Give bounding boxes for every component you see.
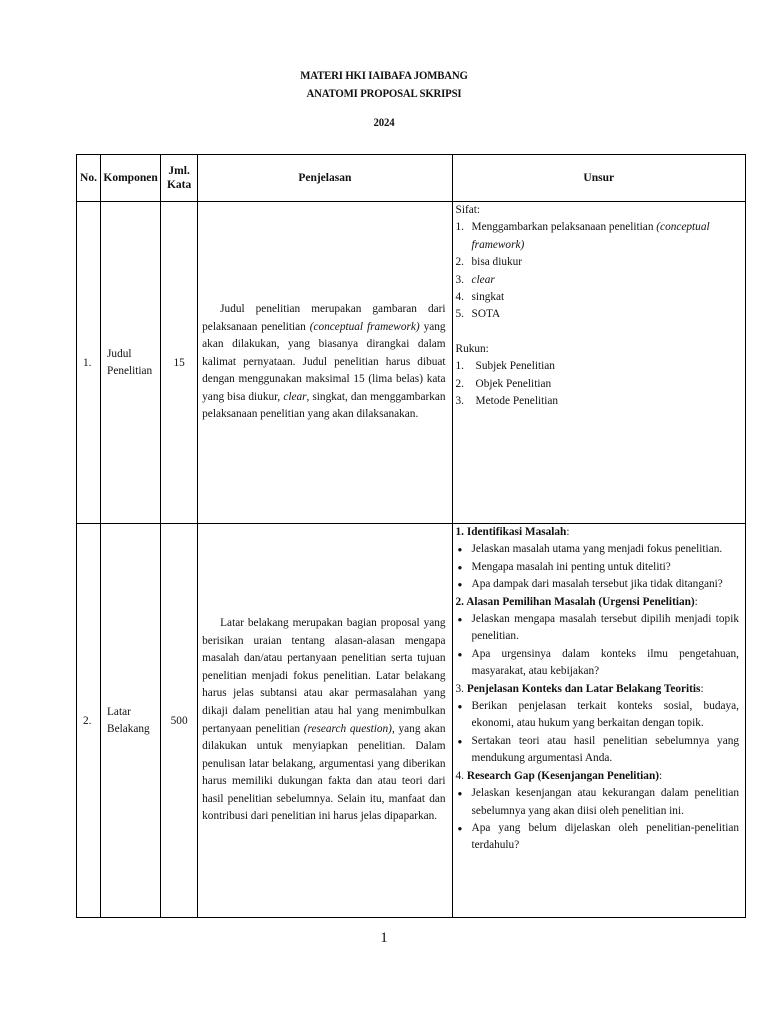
- bullet-icon: ●: [457, 736, 463, 746]
- section-suffix: :: [566, 526, 570, 538]
- list-item: [456, 785, 739, 820]
- bullet-icon: ●: [457, 562, 463, 572]
- item-number: 3.: [455, 395, 465, 408]
- item-term: (conceptual framework): [471, 221, 710, 251]
- row-unsur: [452, 524, 745, 918]
- list-item: [456, 376, 739, 393]
- unsur-section-heading: [456, 524, 739, 541]
- item-number: 2.: [455, 377, 465, 390]
- header-jml-line1: Jml.: [168, 165, 190, 177]
- section-title: Identifikasi Masalah: [466, 526, 567, 538]
- section-number: 4.: [455, 769, 465, 782]
- header-komponen: Komponen: [101, 155, 161, 202]
- list-item: [456, 646, 739, 681]
- penjelasan-term: (conceptual framework): [309, 320, 420, 333]
- rukun-list: [456, 358, 739, 410]
- list-item: [456, 541, 739, 558]
- bullet-icon: ●: [457, 615, 463, 625]
- item-text: Apa yang belum dijelaskan oleh penelitian-penelitian terdahulu?: [471, 821, 739, 852]
- row-number: 2.: [77, 524, 101, 918]
- item-text: Subjek Penelitian: [475, 360, 555, 373]
- list-item: [456, 289, 739, 306]
- bullet-icon: ●: [457, 789, 463, 799]
- item-number: 3.: [455, 273, 465, 286]
- item-text: Menggambarkan pelaksanaan penelitian: [471, 221, 657, 234]
- list-item: [456, 698, 739, 733]
- item-text: Sertakan teori atau hasil penelitian sebelumnya yang mendukung argumentasi Anda.: [471, 734, 739, 765]
- item-text: Berikan penjelasan terkait konteks sosial, budaya, ekonomi, atau hukum yang berkaitan dengan topik.: [471, 700, 739, 730]
- section-title: Penjelasan Konteks dan Latar Belakang Teoritis: [466, 682, 701, 695]
- list-item: [456, 219, 739, 254]
- section-suffix: :: [694, 595, 698, 608]
- rukun-label: Rukun:: [455, 342, 489, 355]
- item-text: Metode Penelitian: [475, 395, 559, 408]
- item-text: singkat: [471, 291, 505, 304]
- bullet-icon: ●: [457, 823, 463, 833]
- section-title: Alasan Pemilihan Masalah (Urgensi Penelitian): [466, 595, 695, 608]
- table-row: [77, 202, 746, 524]
- item-text: Jelaskan mengapa masalah tersebut dipilih menjadi topik penelitian.: [471, 613, 739, 643]
- item-term: clear: [471, 273, 495, 286]
- row-jml-kata: 15: [161, 202, 198, 524]
- list-item: [456, 576, 739, 593]
- item-number: 1.: [455, 360, 465, 373]
- item-text: bisa diukur: [471, 256, 523, 269]
- penjelasan-term: (research question): [303, 722, 392, 735]
- spacer: [456, 324, 739, 341]
- item-text: SOTA: [471, 308, 501, 321]
- bullet-list: [456, 541, 739, 593]
- list-item: [456, 393, 739, 410]
- anatomy-table: [76, 154, 746, 918]
- komponen-line2: Penelitian: [107, 364, 153, 377]
- item-text: Apa dampak dari masalah tersebut jika tidak ditangani?: [471, 578, 723, 591]
- row-jml-kata: 500: [161, 524, 198, 918]
- unsur-section-heading: [456, 681, 739, 698]
- item-number: 5.: [455, 308, 465, 321]
- penjelasan-paragraph: [202, 615, 445, 826]
- bullet-icon: ●: [457, 545, 463, 555]
- doc-title-line1: MATERI HKI IAIBAFA JOMBANG: [300, 68, 468, 82]
- header-no: No.: [77, 155, 101, 202]
- doc-title-line2: ANATOMI PROPOSAL SKRIPSI: [306, 86, 462, 100]
- penjelasan-text: Latar belakang merupakan bagian proposal yang berisikan uraian tentang alasan-alasan mengapa masalah dan/atau pertanyaan penelitian serta tujuan penelitian menjadi fokus penelitian. Latar belakang harus jelas subtansi atau akar permasalahan yang dikaji dalam penelitian atau hal yang menimbulkan pertanyaan penelitian: [202, 616, 446, 735]
- list-item: [456, 820, 739, 855]
- item-text: Jelaskan kesenjangan atau kekurangan dalam penelitian sebelumnya yang akan diisi oleh penelitian ini.: [471, 787, 739, 817]
- table-header-row: [77, 155, 746, 202]
- unsur-section-heading: [456, 594, 739, 611]
- list-item: [456, 358, 739, 375]
- unsur-section-heading: [456, 768, 739, 785]
- komponen-line2: Belakang: [107, 722, 150, 735]
- list-item: [456, 254, 739, 271]
- header-jml-line2: Kata: [166, 179, 192, 191]
- komponen-line1: Latar: [107, 705, 131, 718]
- list-item: [456, 559, 739, 576]
- item-number: 2.: [455, 256, 465, 269]
- bullet-icon: ●: [457, 580, 463, 590]
- penjelasan-text: , yang akan dilakukan untuk menyiapkan penelitian. Dalam penulisan latar belakang, argumentasi yang diberikan harus memiliki dukungan fakta dan atau teori dari hasil penelitian sebelumnya. Selain itu, manfaat dan kontribusi dari penelitian ini harus jelas dipaparkan.: [202, 722, 446, 823]
- penjelasan-text: yang akan dilakukan, yang biasanya dirangkai dalam kalimat pernyataan. Judul penelitian harus dibuat dengan menggunakan maksimal 15 (lima belas) kata yang bisa diukur,: [202, 320, 446, 403]
- item-text: Objek Penelitian: [475, 377, 552, 390]
- row-number: 1.: [77, 202, 101, 524]
- section-number: 3.: [455, 682, 465, 695]
- table-row: [77, 524, 746, 918]
- row-penjelasan: [198, 524, 452, 918]
- list-item: [456, 611, 739, 646]
- row-penjelasan: [198, 202, 452, 524]
- item-number: 1.: [455, 221, 465, 234]
- penjelasan-text: , singkat, dan menggambarkan pelaksanaan penelitian yang akan dilaksanakan.: [202, 390, 446, 421]
- bullet-list: [456, 698, 739, 768]
- bullet-list: [456, 785, 739, 855]
- item-text: Jelaskan masalah utama yang menjadi fokus penelitian.: [471, 543, 723, 556]
- item-text: Mengapa masalah ini penting untuk diteliti?: [471, 560, 671, 573]
- row-komponen: [101, 524, 161, 918]
- bullet-icon: ●: [457, 649, 463, 659]
- header-penjelasan: Penjelasan: [198, 155, 452, 202]
- row-unsur: [452, 202, 745, 524]
- section-title: Research Gap (Kesenjangan Penelitian): [466, 769, 659, 782]
- section-number: 1.: [455, 526, 465, 538]
- sifat-list: [456, 219, 739, 323]
- doc-title-year: 2024: [373, 115, 395, 129]
- list-item: [456, 733, 739, 768]
- list-item: [456, 272, 739, 289]
- bullet-icon: ●: [457, 702, 463, 712]
- list-item: [456, 306, 739, 323]
- item-number: 4.: [455, 291, 465, 304]
- section-number: 2.: [455, 595, 465, 608]
- page-number: 1: [380, 930, 388, 946]
- header-jml-kata: [161, 155, 198, 202]
- bullet-list: [456, 611, 739, 681]
- penjelasan-text: Judul penelitian merupakan gambaran dari pelaksanaan penelitian: [202, 302, 446, 333]
- row-komponen: [101, 202, 161, 524]
- header-unsur: Unsur: [452, 155, 745, 202]
- sifat-label: Sifat:: [455, 204, 481, 216]
- komponen-line1: Judul: [107, 347, 132, 360]
- penjelasan-paragraph: [202, 301, 445, 424]
- section-suffix: :: [659, 769, 663, 782]
- penjelasan-term: clear: [283, 390, 307, 403]
- item-text: Apa urgensinya dalam konteks ilmu pengetahuan, masyarakat, atau kebijakan?: [471, 647, 739, 678]
- section-suffix: :: [700, 682, 704, 695]
